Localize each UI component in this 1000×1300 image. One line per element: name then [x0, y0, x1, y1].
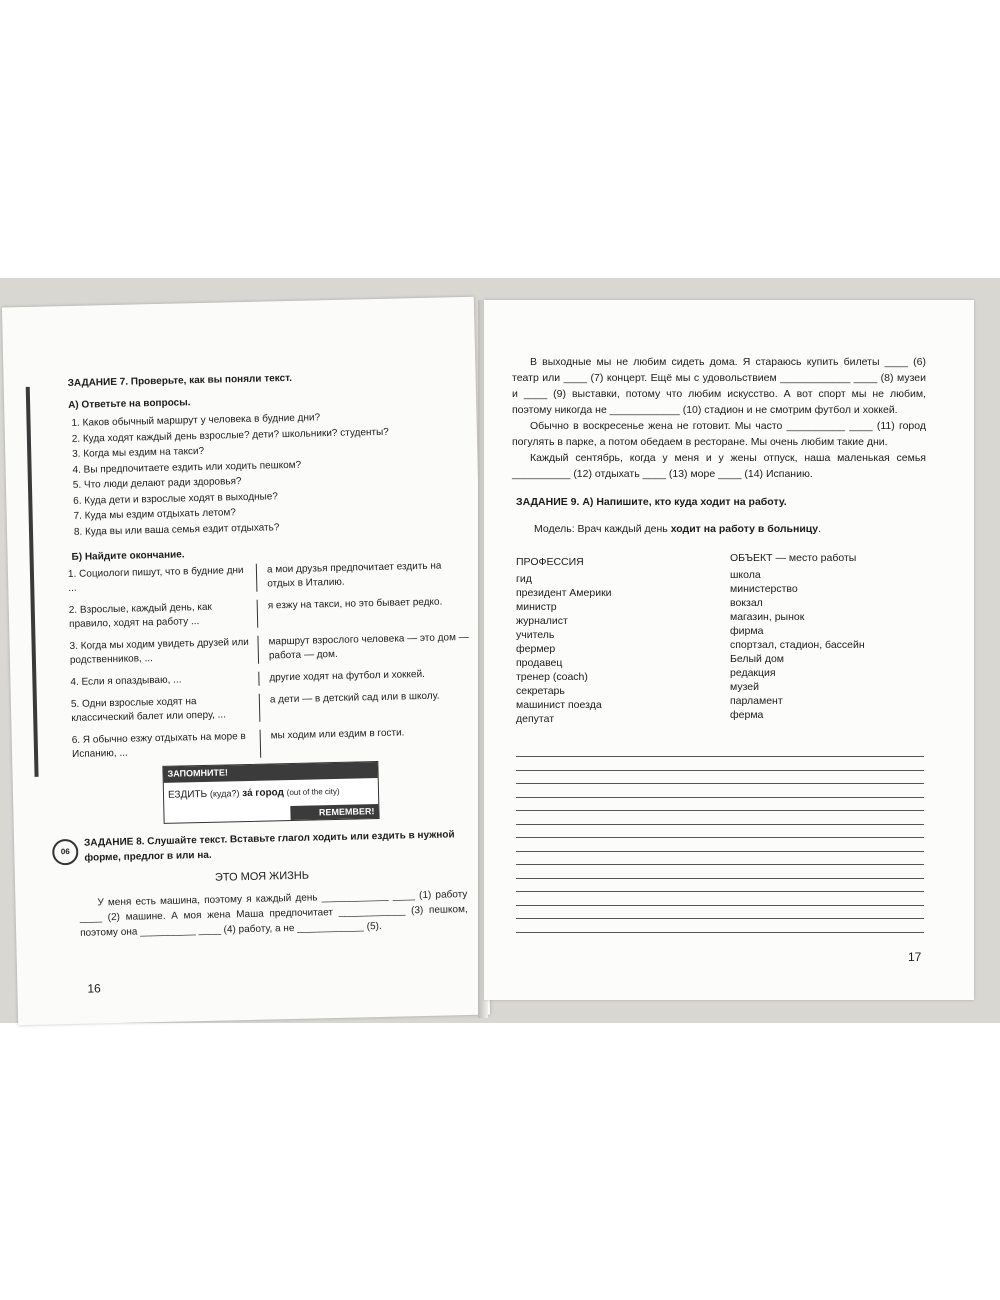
story-paragraph: Каждый сентябрь, когда у меня и у жены отпуск, наша маленькая семья __________ (12) отдыхать ____ (13) море ____ (14) Испанию. — [512, 452, 926, 480]
place-item: спортзал, стадион, бассейн — [730, 639, 865, 651]
answer-line[interactable] — [516, 878, 924, 879]
match-right-item: другие ходят на футбол и хоккей. — [269, 668, 426, 684]
match-left-item: 2. Взрослые, каждый день, как правило, ходят на работу ... — [69, 600, 259, 632]
answer-line[interactable] — [516, 932, 924, 933]
remember-box-header: ЗАПОМНИТЕ! — [163, 762, 377, 783]
answer-line[interactable] — [516, 783, 924, 784]
answer-line[interactable] — [516, 864, 924, 865]
answer-line[interactable] — [516, 797, 924, 798]
match-right-item: мы ходим или ездим в гости. — [270, 727, 405, 742]
page-number: 17 — [908, 950, 922, 964]
model-example: Модель: Врач каждый день ходит на работу в больницу. — [534, 523, 822, 535]
right-page — [484, 300, 974, 1000]
place-item: министерство — [730, 583, 798, 595]
part-b-title: Б) Найдите окончание. — [71, 549, 185, 563]
remember-box-footer: REMEMBER! — [290, 804, 378, 820]
match-left-item: 4. Если я опаздываю, ... — [70, 672, 259, 690]
profession-item: гид — [516, 573, 532, 585]
place-item: Белый дом — [730, 653, 785, 665]
match-left-item: 3. Когда мы ходим увидеть друзей или родственников, ... — [69, 636, 259, 668]
question-item: 2. Куда ходят каждый день взрослые? дети? школьники? студенты? — [83, 423, 463, 447]
match-left-item: 6. Я обычно езжу отдыхать на море в Испанию, ... — [72, 730, 262, 762]
headphones-icon — [52, 839, 79, 866]
match-right-item: я езжу на такси, но это бывает редко. — [267, 596, 443, 612]
memo-gloss: (out of the city) — [286, 786, 340, 798]
question-item: 6. Куда дети и взрослые ходят в выходные? — [84, 485, 464, 509]
question-item: 1. Каков обычный маршрут у человека в будние дни? — [82, 407, 462, 431]
profession-item: тренер (coach) — [516, 671, 588, 683]
match-table — [68, 559, 472, 770]
place-item: фирма — [730, 625, 764, 637]
profession-item: машинист поезда — [516, 699, 602, 711]
profession-item: продавец — [516, 657, 563, 669]
profession-list — [516, 572, 612, 726]
match-right-item: а дети — в детский сад или в школу. — [269, 690, 440, 706]
place-item: магазин, рынок — [730, 611, 805, 623]
audio-track-number: 06 — [60, 847, 70, 857]
task7-title: ЗАДАНИЕ 7. Проверьте, как вы поняли текст. — [67, 372, 293, 389]
part-a-title: А) Ответьте на вопросы. — [68, 397, 191, 411]
profession-header: ПРОФЕССИЯ — [516, 556, 584, 568]
answer-line[interactable] — [516, 891, 924, 892]
answer-lines[interactable] — [516, 756, 924, 945]
match-right-item: маршрут взрослого человека — это дом — работа — дом. — [268, 631, 469, 662]
answer-line[interactable] — [516, 810, 924, 811]
story-paragraph: В выходные мы не любим сидеть дома. Я стараюсь купить билеты ____ (6) театр или ____ (7) концерт. Ещё мы с удовольствием ____________ ____ (8) музеи и ____ (9) выставки, потому что любим искусство. А вот спорт мы не любим, поэтому никогда не ____________ (10) стадион и не смотрим футбол и хоккей. — [512, 356, 926, 416]
place-item: музей — [730, 681, 759, 693]
model-label: Модель: — [534, 523, 575, 535]
story-title: ЭТО МОЯ ЖИЗНЬ — [214, 869, 310, 884]
answer-line[interactable] — [516, 756, 924, 757]
left-page — [2, 297, 490, 1026]
answer-line[interactable] — [516, 851, 924, 852]
profession-item: секретарь — [516, 685, 565, 697]
memo-verb: ЕЗДИТЬ — [167, 788, 208, 801]
answer-line[interactable] — [516, 905, 924, 906]
profession-item: депутат — [516, 713, 555, 725]
match-right-item: а мои друзья предпочитает ездить на отдых в Италию. — [266, 560, 442, 590]
place-list — [730, 568, 865, 722]
place-item: школа — [730, 569, 761, 581]
questions-list — [64, 407, 465, 540]
model-text: Врач каждый день — [577, 523, 668, 535]
question-item: 8. Куда вы или ваша семья ездит отдыхать? — [85, 515, 465, 539]
answer-line[interactable] — [516, 918, 924, 919]
task9-title: ЗАДАНИЕ 9. А) Напишите, кто куда ходит на работу. — [516, 496, 787, 508]
answer-line[interactable] — [516, 824, 924, 825]
question-item: 5. Что люди делают ради здоровья? — [84, 469, 464, 493]
place-item: парламент — [730, 695, 783, 707]
model-bold: ходит на работу в больницу — [670, 523, 819, 535]
story-paragraph: Обычно в воскресенье жена не готовит. Мы часто __________ ____ (11) город погулять в парке, а потом обедаем в ресторане. Мы очень любим такие дни. — [512, 420, 926, 448]
left-margin-bar — [26, 387, 39, 777]
profession-item: учитель — [516, 629, 555, 641]
profession-item: президент Америки — [516, 587, 612, 599]
question-item: 4. Вы предпочитаете ездить или ходить пешком? — [83, 454, 463, 478]
answer-line[interactable] — [516, 837, 924, 838]
remember-box — [162, 761, 379, 824]
memo-phrase: за́ город — [242, 787, 285, 800]
answer-line[interactable] — [516, 770, 924, 771]
question-item: 7. Куда мы ездим отдыхать летом? — [85, 500, 465, 524]
profession-item: фермер — [516, 643, 556, 655]
match-left-item: 1. Социологи пишут, что в будние дни ... — [68, 564, 258, 596]
question-item: 3. Когда мы ездим на такси? — [83, 438, 463, 462]
page-number: 16 — [87, 981, 101, 996]
profession-item: министр — [516, 601, 557, 613]
story-text: У меня есть машина, поэтому я каждый день ____________ ____ (1) работу ____ (2) машине. А моя жена Маша предпочитает ____________ (3) пешком, поэтому она __________ ____ (4) работу, а не ____________ (5). — [79, 889, 468, 939]
place-item: вокзал — [730, 597, 763, 609]
place-item: редакция — [730, 667, 776, 679]
task8-title: ЗАДАНИЕ 8. Слушайте текст. Вставьте глагол ходить или ездить в нужной форме, предлог в или на. — [83, 829, 455, 864]
profession-item: журналист — [516, 615, 568, 627]
memo-question: (куда?) — [209, 788, 240, 799]
remember-box-content — [164, 778, 379, 808]
place-item: ферма — [730, 709, 764, 721]
place-header: ОБЪЕКТ — место работы — [730, 552, 857, 564]
match-left-item: 5. Одни взрослые ходят на классический балет или оперу, ... — [71, 694, 261, 726]
